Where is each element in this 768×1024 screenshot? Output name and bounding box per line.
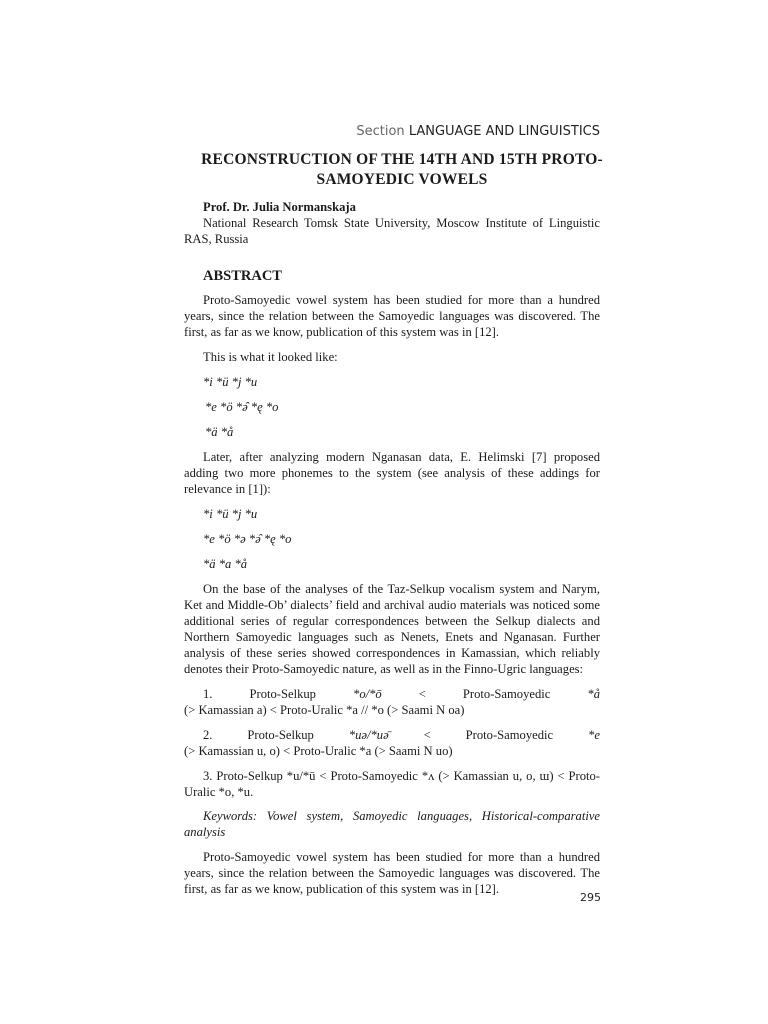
section-header (356, 124, 600, 139)
item-source: Proto-Selkup (247, 728, 314, 742)
formula-line: *ä *a *å (203, 557, 248, 571)
abstract-paragraph-2: This is what it looked like: (203, 350, 338, 364)
item-number: 1. (203, 687, 213, 701)
paper-title (196, 150, 608, 190)
item-reconstruction: *e (588, 728, 600, 742)
item-number: 2. (203, 728, 213, 742)
section-name: LANGUAGE AND LINGUISTICS (408, 124, 600, 139)
formula-line: *e *ö *ə *ə̑ *ę *o (203, 532, 292, 546)
item-source: Proto-Selkup (249, 687, 316, 701)
item-continuation: (> Kamassian a) < Proto-Uralic *a // *o (> Saami N oa) (184, 703, 465, 717)
correspondence-item-3: 3. Proto-Selkup *u/*ū < Proto-Samoyedic *ʌ (> Kamassian u, o, ɯ) < Proto-Uralic *o, *u. (184, 769, 600, 799)
item-form: *uə/*uə̄ (348, 728, 389, 742)
correspondence-item-1 (184, 686, 600, 718)
item-reconstruction: *å (587, 687, 600, 701)
item-target: Proto-Samoyedic (462, 687, 551, 701)
abstract-paragraph-3: Later, after analyzing modern Nganasan data, E. Helimski [7] proposed adding two more phonemes to the system (see analysis of these addings for relevance in [1]): (184, 450, 600, 496)
title-line-2: SAMOYEDIC VOWELS (316, 171, 488, 188)
affiliation: National Research Tomsk State University, Moscow Institute of Linguistic RAS, Russia (184, 216, 600, 246)
item-target: Proto-Samoyedic (465, 728, 554, 742)
page-number: 295 (580, 891, 601, 904)
item-sign: < (418, 687, 426, 701)
item-continuation: (> Kamassian u, o) < Proto-Uralic *a (> Saami N uo) (184, 744, 453, 758)
item-sign: < (423, 728, 431, 742)
item-form: *o/*ō (353, 687, 382, 701)
formula-line: *ä *å (205, 425, 234, 439)
abstract-paragraph-5: Proto-Samoyedic vowel system has been studied for more than a hundred years, since the relation between the Samoyedic languages was discovered. The first, as far as we know, publication of this system was in [12]. (184, 850, 600, 896)
correspondence-item-2 (184, 727, 600, 759)
formula-line: *e *ö *ə̑ *ę *o (205, 400, 279, 414)
abstract-paragraph-1: Proto-Samoyedic vowel system has been studied for more than a hundred years, since the relation between the Samoyedic languages was discovered. The first, as far as we know, publication of this system was in [12]. (184, 293, 600, 339)
author: Prof. Dr. Julia Normanskaja (203, 200, 356, 214)
formula-line: *i *ü *ј *u (203, 507, 258, 521)
abstract-paragraph-4: On the base of the analyses of the Taz-Selkup vocalism system and Narym, Ket and Middle-Ob’ dialects’ field and archival audio materials was noticed some additional series of regular correspondences between the Selkup dialects and Northern Samoyedic languages such as Nenets, Enets and Nganasan. Further analysis of these series showed correspondences in Kamassian, which reliably denotes their Proto-Samoyedic nature, as well as in the Finno-Ugric languages: (184, 582, 600, 676)
keywords: Keywords: Vowel system, Samoyedic languages, Historical-comparative analysis (184, 809, 600, 839)
title-line-1: RECONSTRUCTION OF THE 14TH AND 15TH PROTO- (201, 151, 603, 168)
abstract-heading: ABSTRACT (203, 268, 282, 284)
content (184, 199, 600, 897)
section-word: Section (356, 124, 405, 139)
formula-line: *i *ü *ј *u (203, 375, 258, 389)
